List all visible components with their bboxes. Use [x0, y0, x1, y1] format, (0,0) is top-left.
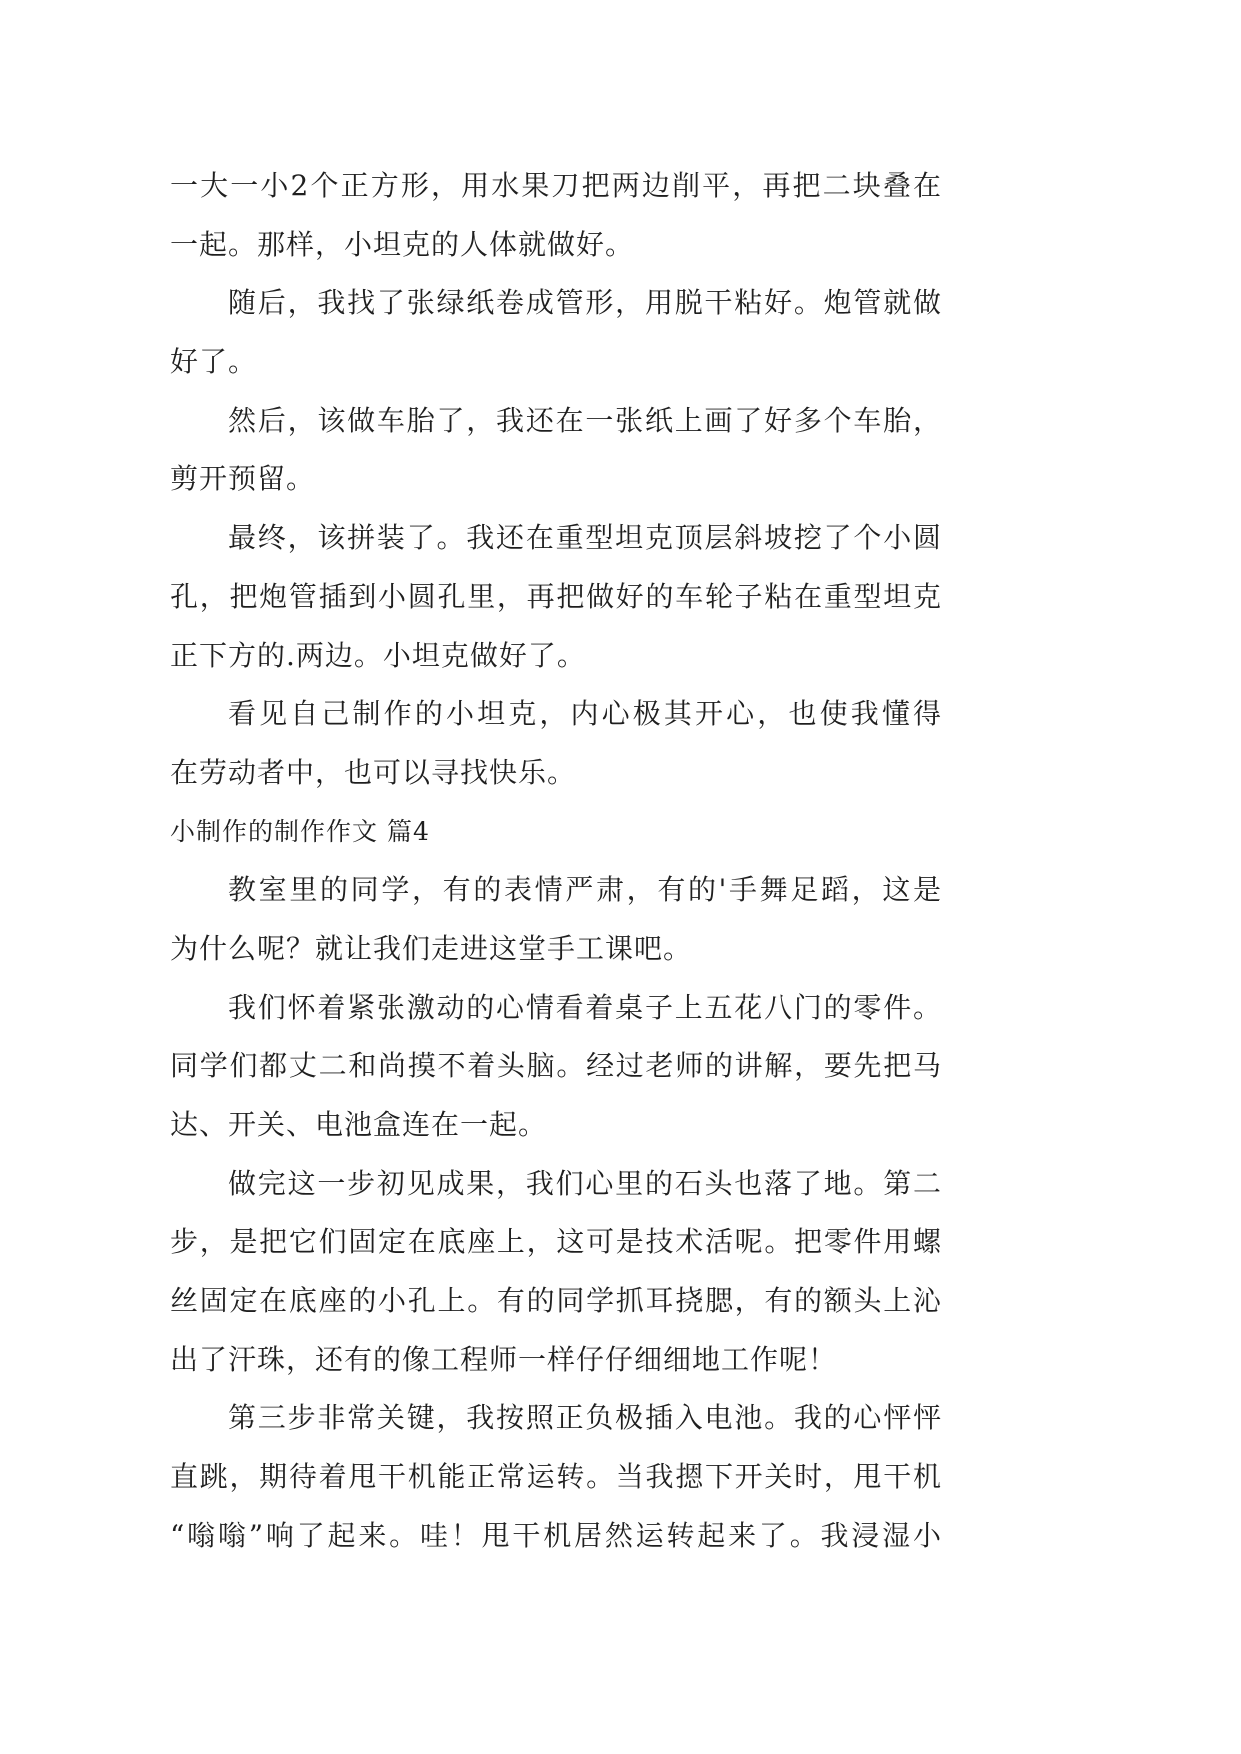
text-line: 在劳动者中，也可以寻找快乐。: [170, 755, 577, 789]
text-line: 同学们都丈二和尚摸不着头脑。经过老师的讲解，要先把马: [170, 1049, 942, 1083]
text-line: 第三步非常关键，我按照正负极插入电池。我的心怦怦: [228, 1401, 942, 1435]
paragraph: [170, 392, 942, 509]
text-line: 剪开预留。: [170, 462, 316, 496]
paragraph: [170, 1155, 942, 1390]
text-line: 好了。: [170, 345, 258, 379]
paragraph: [170, 274, 942, 391]
text-line: 为什么呢？就让我们走进这堂手工课吧。: [170, 931, 693, 965]
text-line: 我们怀着紧张激动的心情看着桌子上五花八门的零件。: [228, 990, 942, 1024]
text-line: 丝固定在底座的小孔上。有的同学抓耳挠腮，有的额头上沁: [170, 1284, 942, 1318]
text-line: 做完这一步初见成果，我们心里的石头也落了地。第二: [228, 1166, 942, 1200]
text-line: “嗡嗡”响了起来。哇！甩干机居然运转起来了。我浸湿小: [170, 1518, 942, 1552]
text-line: 最终，该拼装了。我还在重型坦克顶层斜坡挖了个小圆: [228, 521, 942, 555]
paragraph: [170, 157, 942, 274]
text-line: 看见自己制作的小坦克，内心极其开心，也使我懂得: [228, 697, 942, 731]
text-line: 一起。那样，小坦克的人体就做好。: [170, 227, 635, 261]
document-body: [170, 157, 942, 1566]
text-line: 教室里的同学，有的表情严肃，有的'手舞足蹈，这是: [228, 873, 942, 907]
paragraph: [170, 861, 942, 978]
paragraph: [170, 1389, 942, 1565]
text-line: 孔，把炮管插到小圆孔里，再把做好的车轮子粘在重型坦克: [170, 579, 942, 613]
paragraph: [170, 509, 942, 685]
text-line: 步，是把它们固定在底座上，这可是技术活呢。把零件用螺: [170, 1225, 942, 1259]
text-line: 出了汗珠，还有的像工程师一样仔仔细细地工作呢！: [170, 1342, 838, 1376]
text-line: 正下方的.两边。小坦克做好了。: [170, 638, 586, 672]
text-line: 一大一小2个正方形，用水果刀把两边削平，再把二块叠在: [170, 169, 942, 202]
text-line: 直跳，期待着甩干机能正常运转。当我摁下开关时，甩干机: [170, 1460, 942, 1494]
text-line: 随后，我找了张绿纸卷成管形，用脱干粘好。炮管就做: [228, 286, 942, 320]
section-heading: 小制作的制作作文 篇4: [170, 816, 430, 846]
text-line: 达、开关、电池盒连在一起。: [170, 1108, 548, 1141]
text-line: 然后，该做车胎了，我还在一张纸上画了好多个车胎，: [228, 403, 942, 437]
paragraph: [170, 979, 942, 1155]
paragraph: [170, 685, 942, 802]
